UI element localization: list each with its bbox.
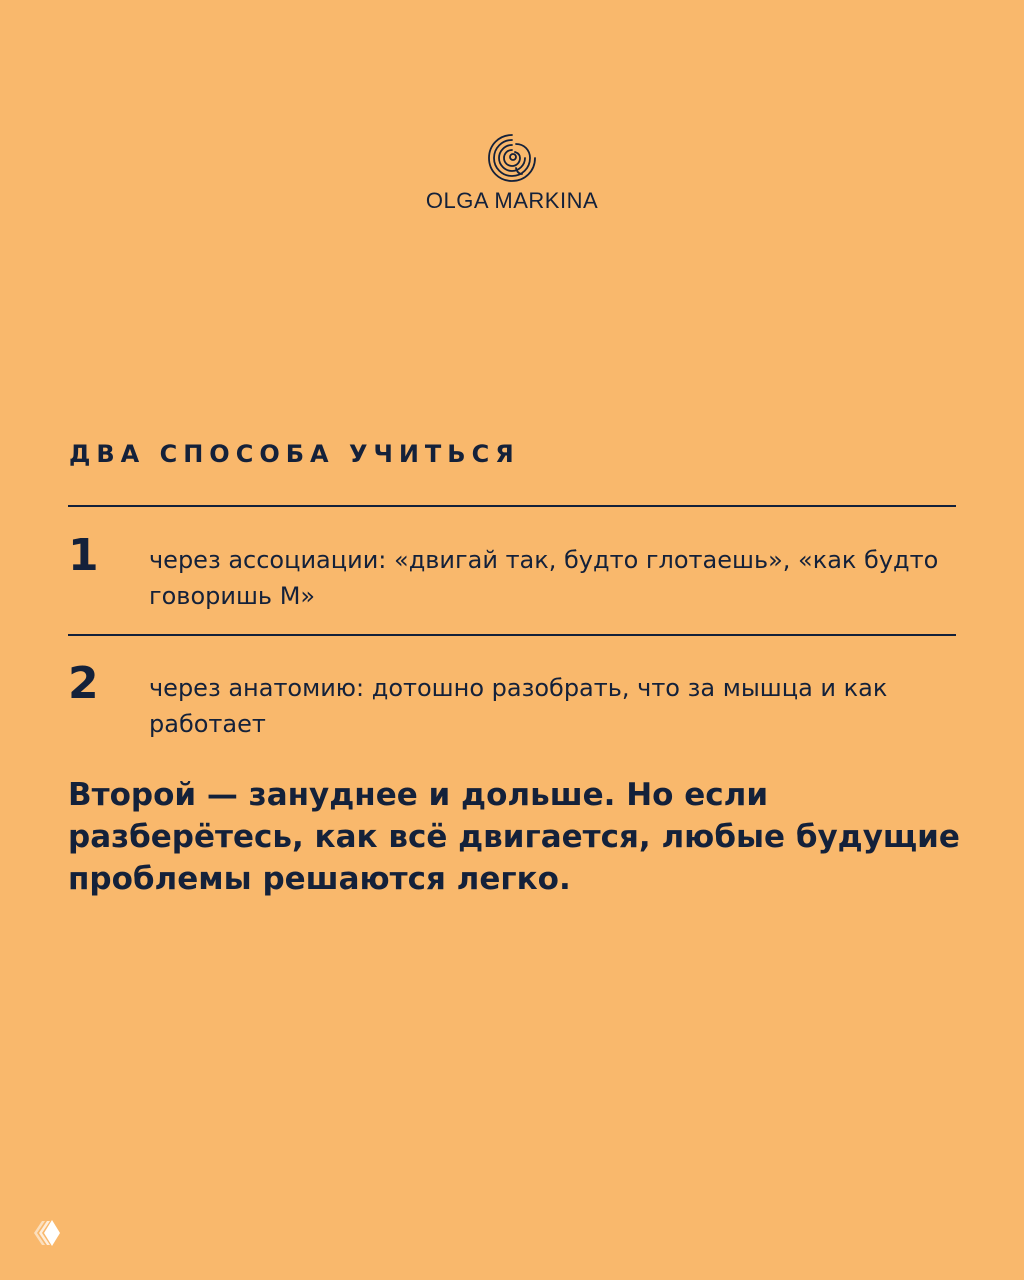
section-title: ДВА СПОСОБА УЧИТЬСЯ	[69, 440, 520, 468]
item-text: через ассоциации: «двигай так, будто глотаешь», «как будто говоришь М»	[149, 546, 939, 610]
conclusion-text: Второй — зануднее и дольше. Но если разберётесь, как всё двигается, любые будущие проблемы решаются легко.	[68, 777, 960, 897]
item-number: 2	[68, 658, 99, 709]
spiral-logo-icon	[486, 132, 538, 184]
divider	[68, 634, 956, 636]
brand-name: OLGA MARKINA	[425, 188, 599, 213]
divider	[68, 505, 956, 507]
brand-logo	[0, 132, 1024, 214]
carousel-next-icon[interactable]	[30, 1214, 64, 1252]
item-text: через анатомию: дотошно разобрать, что за мышца и как работает	[149, 674, 888, 738]
item-number: 1	[68, 530, 99, 581]
